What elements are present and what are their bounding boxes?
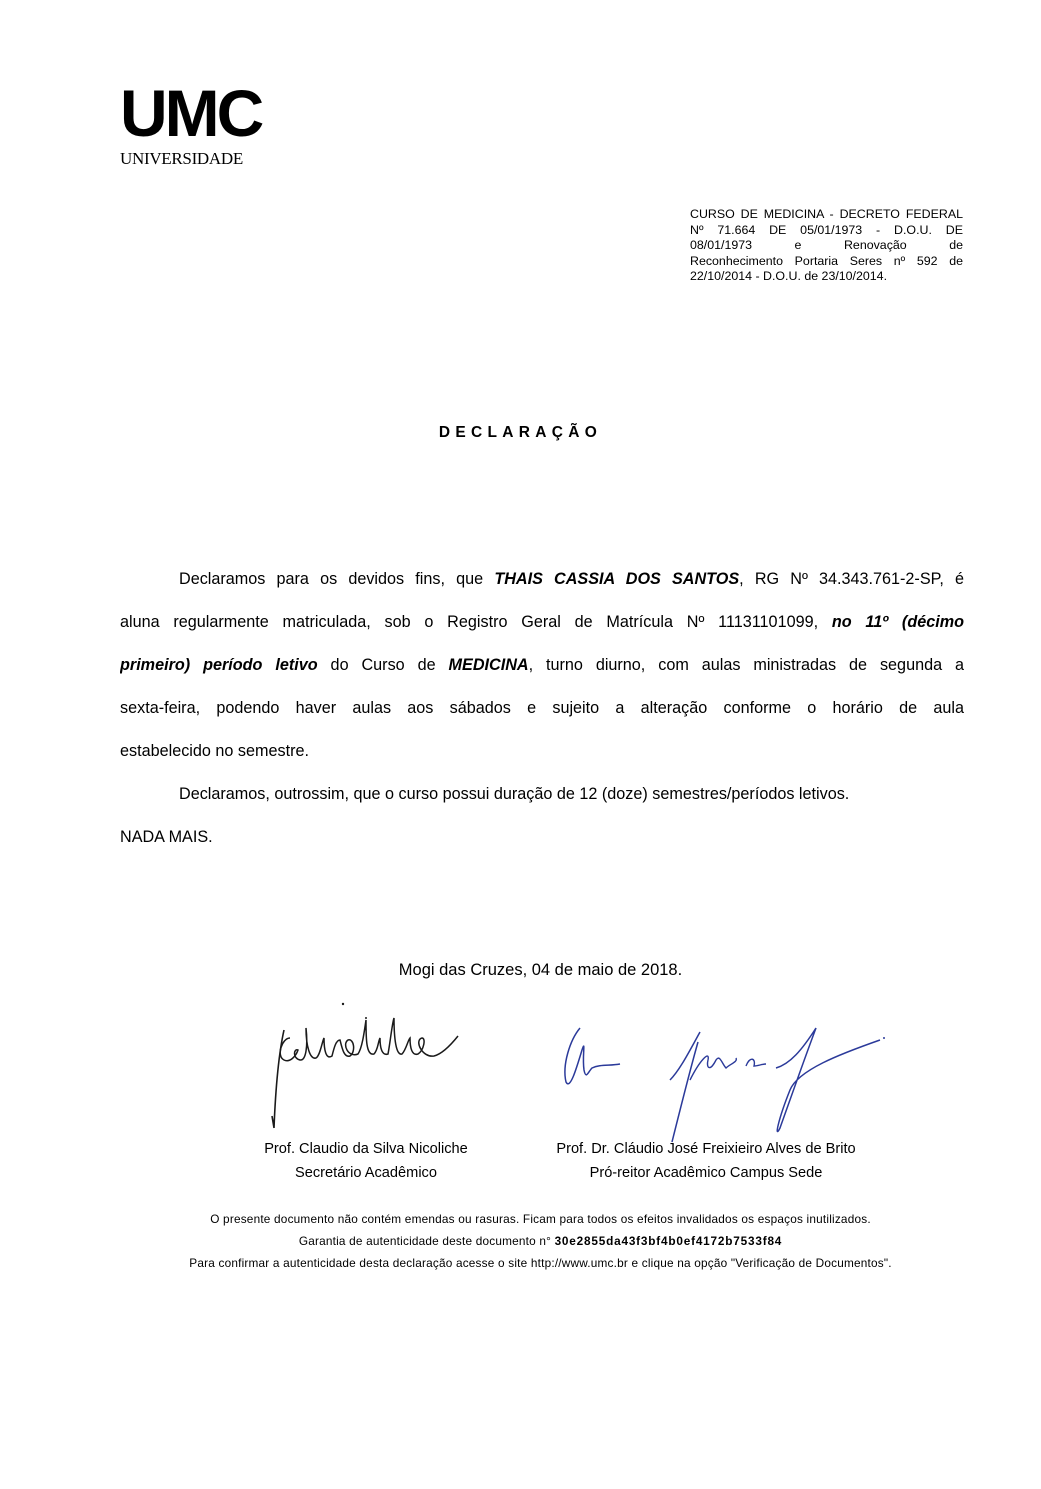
course-name: MEDICINA [448, 656, 529, 674]
signer-block [530, 1137, 882, 1185]
logo-subtitle: UNIVERSIDADE [120, 149, 243, 168]
footer-notice: O presente documento não contém emendas ou rasuras. Ficam para todos os efeitos invalidados os espaços inutilizados. [210, 1212, 871, 1226]
decree-line: 08/01/1973 e Renovação de [690, 238, 963, 253]
decree-line: Nº 71.664 DE 05/01/1973 - D.O.U. DE [690, 222, 963, 237]
declaration-body [120, 566, 964, 867]
body-line-2 [120, 609, 964, 652]
decree-line: CURSO DE MEDICINA - DECRETO FEDERAL [690, 207, 963, 221]
authenticity-label: Garantia de autenticidade deste documento n° [298, 1234, 555, 1248]
body-line-7: NADA MAIS. [120, 828, 213, 846]
body-line-6: Declaramos, outrossim, que o curso possui duração de 12 (doze) semestres/períodos letivos. [179, 785, 850, 803]
text: , RG Nº 34.343.761-2-SP, é [739, 570, 964, 588]
signature-secretary [262, 998, 472, 1133]
text: Declaramos para os devidos fins, que [179, 570, 495, 588]
student-name: THAIS CASSIA DOS SANTOS [494, 570, 740, 588]
authenticity-hash: 30e2855da43f3bf4b0ef4172b7533f84 [554, 1234, 783, 1248]
body-line-1 [120, 566, 964, 609]
signer-block [240, 1137, 492, 1185]
period-emphasis: primeiro) período letivo [120, 656, 318, 674]
place-date: Mogi das Cruzes, 04 de maio de 2018. [398, 961, 683, 979]
text: aluna regularmente matriculada, sob o Registro Geral de Matrícula Nº 11131101099, [120, 613, 832, 631]
decree-line: Reconhecimento Portaria Seres nº 592 de [690, 253, 963, 268]
text: , turno diurno, com aulas ministradas de segunda a [528, 656, 964, 674]
signer-role: Secretário Acadêmico [295, 1165, 437, 1181]
footer-verification: Para confirmar a autenticidade desta declaração acesse o site http://www.umc.br e clique na opção "Verificação de Documentos". [189, 1256, 892, 1270]
decree-line: 22/10/2014 - D.O.U. de 23/10/2014. [690, 269, 888, 284]
document-title: DECLARAÇÃO [438, 424, 603, 441]
logo-wordmark: UMC [120, 76, 262, 150]
body-line-4: sexta-feira, podendo haver aulas aos sábados e sujeito a alteração conforme o horário de aula [120, 699, 964, 717]
body-line-5: estabelecido no semestre. [120, 742, 309, 760]
text: do Curso de [317, 656, 449, 674]
signer-name: Prof. Dr. Cláudio José Freixieiro Alves de Brito [556, 1141, 856, 1157]
decree-block [690, 207, 963, 285]
signature-pro-rector [540, 1020, 900, 1145]
footer-authenticity [0, 1230, 1041, 1252]
signer-name: Prof. Claudio da Silva Nicoliche [264, 1141, 468, 1157]
body-line-3 [120, 652, 964, 695]
footer [0, 1208, 1041, 1274]
signer-role: Pró-reitor Acadêmico Campus Sede [589, 1165, 823, 1181]
umc-logo [120, 76, 280, 168]
period-emphasis: no 11º (décimo [831, 613, 964, 631]
